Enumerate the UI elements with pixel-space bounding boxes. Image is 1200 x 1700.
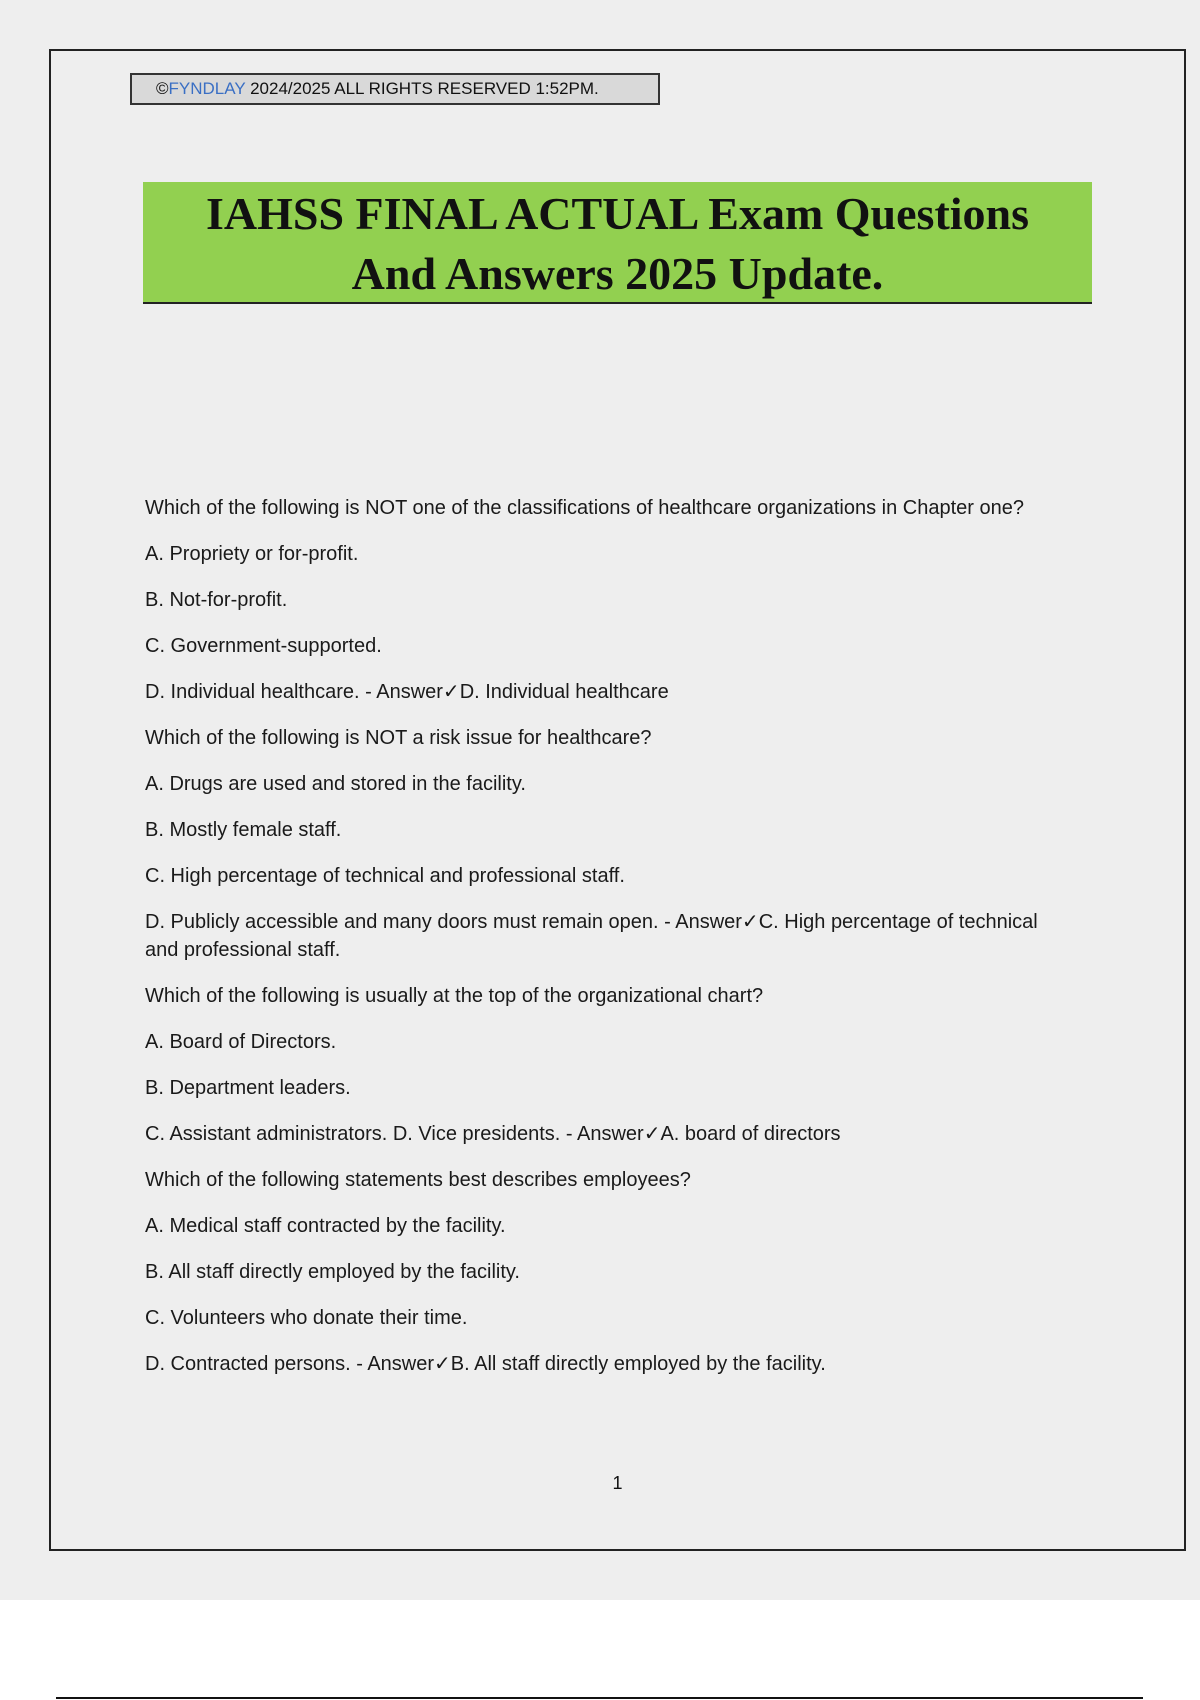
q4-option-c: C. Volunteers who donate their time. (145, 1307, 468, 1329)
q1-option-b: B. Not-for-profit. (145, 589, 288, 611)
question-3: Which of the following is usually at the top of the organizational chart? (145, 985, 764, 1007)
q3-option-a: A. Board of Directors. (145, 1031, 337, 1053)
copyright-text: 2024/2025 ALL RIGHTS RESERVED 1:52PM. (245, 79, 599, 98)
question-list (145, 494, 1075, 1396)
q3-option-b: B. Department leaders. (145, 1077, 351, 1099)
q4-option-b: B. All staff directly employed by the facility. (145, 1261, 520, 1283)
q2-option-b: B. Mostly female staff. (145, 819, 342, 841)
question-4: Which of the following statements best describes employees? (145, 1169, 691, 1191)
title-line-1: IAHSS FINAL ACTUAL Exam Questions (205, 188, 1030, 239)
copyright-notice (130, 73, 660, 105)
q1-option-c: C. Government-supported. (145, 635, 382, 657)
q1-option-a: A. Propriety or for-profit. (145, 543, 359, 565)
q2-option-a: A. Drugs are used and stored in the facility. (145, 773, 526, 795)
question-2: Which of the following is NOT a risk issue for healthcare? (145, 727, 652, 749)
title-line-2: And Answers 2025 Update. (351, 248, 884, 299)
q4-option-d-answer: D. Contracted persons. - Answer✓B. All staff directly employed by the facility. (145, 1353, 826, 1375)
copyright-symbol: © (156, 79, 169, 98)
q2-option-c: C. High percentage of technical and professional staff. (145, 865, 625, 887)
bottom-divider (56, 1697, 1143, 1699)
q3-option-cd-answer: C. Assistant administrators. D. Vice presidents. - Answer✓A. board of directors (145, 1123, 841, 1145)
q1-option-d-answer: D. Individual healthcare. - Answer✓D. Individual healthcare (145, 681, 669, 703)
page-number: 1 (612, 1473, 623, 1493)
document-title (143, 182, 1092, 304)
brand-name: FYNDLAY (168, 79, 246, 98)
q4-option-a: A. Medical staff contracted by the facility. (145, 1215, 506, 1237)
q2-option-d-answer: D. Publicly accessible and many doors must remain open. - Answer✓C. High percentage of technical and professional staff. (145, 911, 1038, 961)
question-1: Which of the following is NOT one of the classifications of healthcare organizations in Chapter one? (145, 497, 1025, 519)
